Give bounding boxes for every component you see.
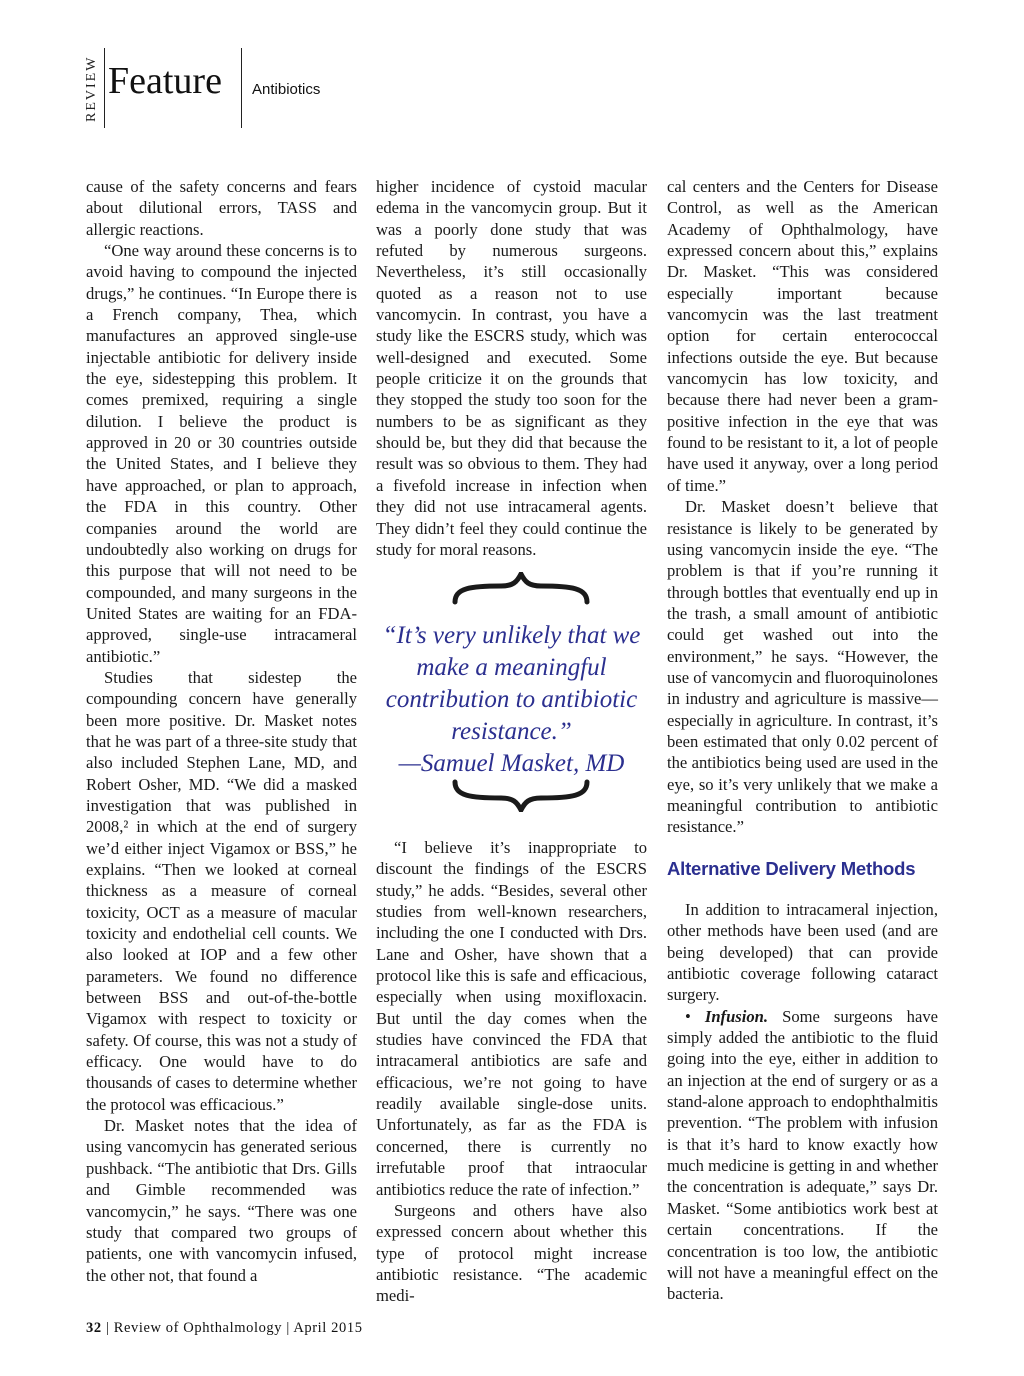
feature-title: Feature <box>108 60 222 102</box>
paragraph: Dr. Masket doesn’t believe that resistance is likely to be generated by using vancomycin inside the eye. “The problem is that if you’re running it through bottles that eventually end up in the trash, a small amount of antibiotic could get washed out into the environment,” he says. “However, the use of vancomycin and fluoroquinolones in industry and agriculture is massive—especially in agriculture. In contrast, it’s been estimated that only 0.02 percent of the antibiotics being used are used in the eye, so it’s very unlikely that we make a meaningful contribution to antibiotic resistance.” <box>667 497 938 837</box>
pull-quote <box>376 572 647 812</box>
footer-separator: | <box>105 1320 110 1336</box>
paragraph: cal centers and the Centers for Disease Control, as well as the American Academy of Ophthalmology, have expressed concern about this,” explains Dr. Masket. “This was considered especially important because vancomycin was the last treatment option for certain enterococcal infections outside the eye. But because vancomycin has low toxicity, and because there had never been a gram-positive infection in the eye that was found to be resistant to it, a lot of people have used it anyway, over a long period of time.” <box>667 177 938 495</box>
infusion-label: Infusion. <box>704 1006 769 1026</box>
column-2-top <box>376 176 647 560</box>
publication-name: Review of Ophthalmology <box>113 1320 283 1336</box>
footer-separator: | <box>286 1320 290 1336</box>
paragraph: Surgeons and others have also expressed concern about whether this type of protocol might increase antibiotic resistance. “The academic medi- <box>376 1200 647 1306</box>
paragraph: Studies that sidestep the compounding concern have generally been more positive. Dr. Masket notes that he was part of a three-site study that also included Stephen Lane, MD, and Robert Osher, MD. “We did a masked investigation that was published in 2008,² in which at the end of surgery we’d either inject Vigamox or BSS,” he explains. “Then we looked at corneal thickness as a measure of corneal toxicity, OCT as a measure of macular toxicity and endothelial cell counts. We also looked at IOP and a few other parameters. We found no difference between BSS and out-of-the-bottle Vigamox with respect to toxicity or safety. Of course, this was not a study of efficacy. One would have to do thousands of cases to determine whether the protocol was efficacious.” <box>86 667 357 1114</box>
page-footer <box>86 1320 363 1337</box>
header-divider-left <box>104 48 105 128</box>
header-divider-right <box>241 48 242 128</box>
paragraph: cause of the safety concerns and fears about dilutional errors, TASS and allergic reactions. <box>86 177 357 239</box>
column-1 <box>86 176 357 1286</box>
column-2-bottom <box>376 837 647 1307</box>
subheading: Alternative Delivery Methods <box>667 857 916 879</box>
paragraph: “One way around these concerns is to avoid having to compound the injected drugs,” he continues. “In Europe there is a French company, Thea, which manufactures an approved single-use injectable antibiotic for delivery inside the eye, sidestepping this problem. It comes premixed, requiring a single dilution. I believe the product is approved in 20 or 30 countries outside the United States, and I believe they have approached, or plan to approach, the FDA in this country. Other companies around the world are undoubtedly also working on drugs for this purpose that will not need to be compounded, and many surgeons in the United States are waiting for an FDA-approved, single-use intracameral antibiotic.” <box>86 241 357 666</box>
paragraph: higher incidence of cystoid macular edema in the vancomycin group. But it was a poorly done study that was refuted by numerous surgeons. Nevertheless, it’s still occasionally quoted as a reason not to use vancomycin. In contrast, you have a study like the ESCRS study, which was well-designed and executed. Some people criticize it on the grounds that they stopped the study too soon for the numbers to be as significant as they should be, but they did that because the result was so obvious to them. They had a fivefold increase in infection when they did not use intracameral agents. They didn’t feel they could continue the study for moral reasons. <box>376 177 647 559</box>
paragraph: In addition to intracameral injection, other methods have been used (and are being developed) that can provide antibiotic coverage following cataract surgery. <box>667 900 938 1005</box>
column-3 <box>667 176 938 1305</box>
review-vertical-label: REVIEW <box>84 55 99 123</box>
brace-bottom-icon <box>451 778 591 812</box>
infusion-text: Some surgeons have simply added the antibiotic to the fluid going into the eye, either in addition to an injection at the end of surgery or as a stand-alone approach to endophthalmitis prevention. “The problem with infusion is that it’s hard to know exactly how much medicine is getting in and whether the concentration is adequate,” says Dr. Masket. “Some antibiotics work best at certain concentrations. If the concentration is too low, the antibiotic will not have a meaningful effect on the bacteria. <box>667 1006 938 1304</box>
issue-date: April 2015 <box>293 1320 363 1336</box>
pull-quote-body: “It’s very unlikely that we make a meaningful contribution to antibiotic resistance.” <box>382 622 641 745</box>
paragraph <box>667 1006 938 1305</box>
pull-quote-attribution: —Samuel Masket, MD <box>398 750 625 777</box>
bullet-icon: • <box>685 1006 691 1026</box>
paragraph: Dr. Masket notes that the idea of using vancomycin has generated serious pushback. “The antibiotic that Drs. Gills and Gimble recommended was vancomycin,” he says. “There was one study that compared two groups of patients, one with vancomycin infused, the other not, that found a <box>86 1116 357 1285</box>
section-label: Antibiotics <box>252 81 321 98</box>
paragraph: “I believe it’s inappropriate to discount the findings of the ESCRS study,” he adds. “Besides, several other studies from well-known researchers, including the one I conducted with Drs. Lane and Osher, have shown that a protocol like this is safe and efficacious, especially when using moxifloxacin. But until the day comes when the studies have convinced the FDA that intracameral antibiotics are safe and efficacious, we’re not going to have readily available single-dose units. Unfortunately, as far as the FDA is concerned, there is currently no irrefutable proof that intraocular antibiotics reduce the rate of infection.” <box>376 838 647 1199</box>
page-number: 32 <box>86 1320 102 1336</box>
brace-top-icon <box>451 572 591 606</box>
pull-quote-text <box>376 620 647 780</box>
